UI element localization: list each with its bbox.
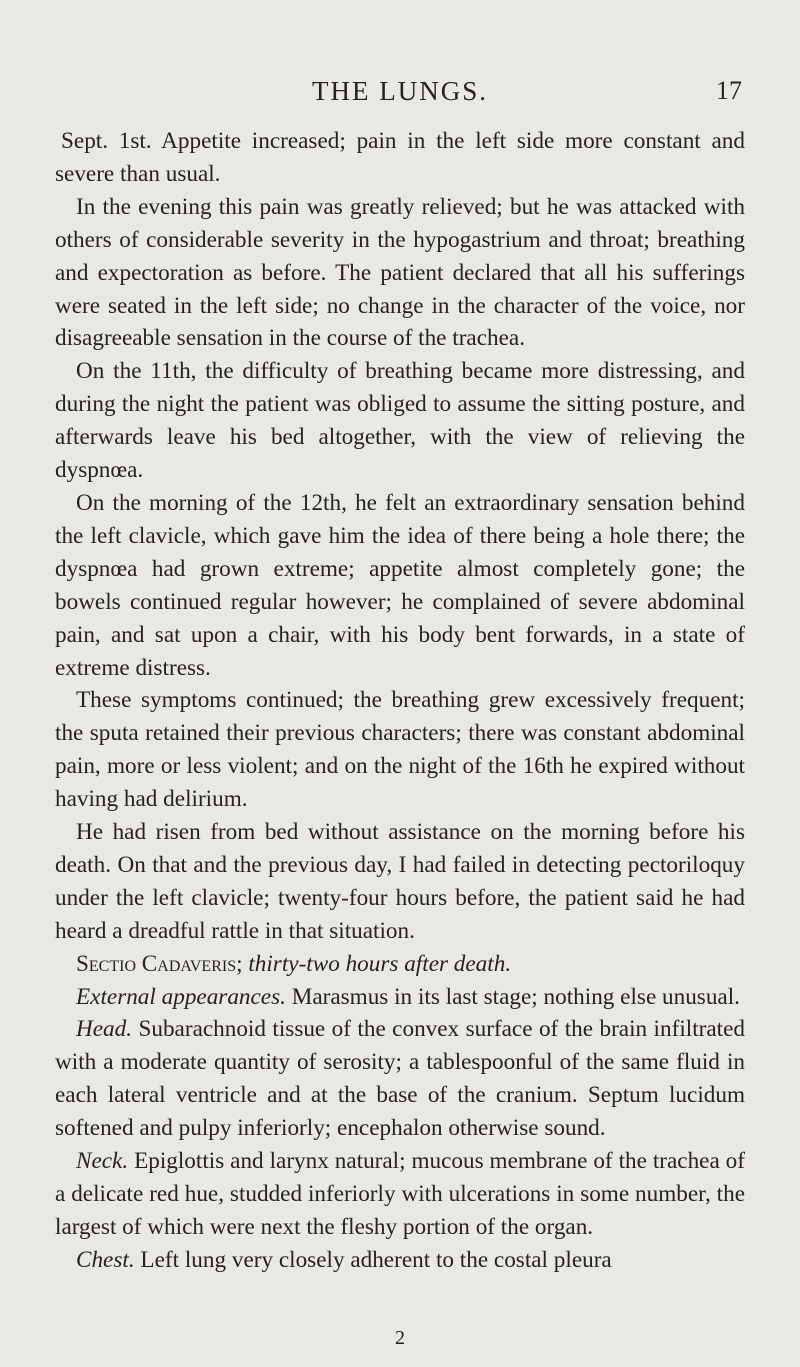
section-subheading: thirty-two hours after death. [242,950,512,977]
body-text [55,125,745,1277]
paragraph-body: Subarachnoid tissue of the convex surface of the brain infiltrated with a moderate quantity of serosity; a tablespoonful of the same fluid in each lateral ventricle and at the base of the cranium. Septum lucidum softened and pulpy inferiorly; encephalon otherwise sound. [55,1016,745,1142]
paragraph-lead: Neck. [76,1148,129,1175]
paragraph-chest [55,1244,745,1277]
signature-mark: 2 [395,1327,405,1349]
running-head-title: THE LUNGS. [312,76,488,106]
paragraph-lead: External appearances. [76,983,286,1010]
paragraph-11th: On the 11th, the difficulty of breathing became more distressing, and during the night the patient was obliged to assume the sitting posture, and afterwards leave his bed altogether, with the view of relieving the dyspnœa. [55,358,745,484]
paragraph-risen-from-bed: He had risen from bed without assistance on the morning before his death. On that and the previous day, I had failed in detecting pectoriloquy under the left clavicle; twenty-four hours before, the patient said he had heard a dreadful rattle in that situation. [55,819,745,944]
paragraph-sectio-cadaveris [55,948,745,981]
paragraph-body: Left lung very closely adherent to the costal pleura [134,1246,612,1273]
paragraph-neck [55,1145,745,1244]
paragraph-lead: Head. [76,1016,133,1043]
running-head [0,76,800,116]
section-heading: Sectio Cadaveris; [76,950,243,977]
page-number: 17 [716,76,742,105]
paragraph-external-appearances [55,981,745,1014]
paragraph-head [55,1013,745,1145]
paragraph-body: Marasmus in its last stage; nothing else unusual. [285,983,740,1010]
paragraph-body: Epiglottis and larynx natural; mucous membrane of the trachea of a delicate red hue, studded inferiorly with ulcerations in some number, the largest of which were next the fleshy portion of the organ. [55,1148,745,1240]
paragraph-12th: On the morning of the 12th, he felt an extraordinary sensation behind the left clavicle, which gave him the idea of there being a hole there; the dyspnœa had grown extreme; appetite almost completely gone; the bowels continued regular however; he complained of severe abdominal pain, and sat upon a chair, with his body bent forwards, in a state of extreme distress. [55,489,745,681]
paragraph-evening: In the evening this pain was greatly relieved; but he was attacked with others of considerable severity in the hypogastrium and throat; breathing and expectoration as before. The patient declared that all his sufferings were seated in the left side; no change in the character of the voice, nor disagreeable sensation in the course of the trachea. [55,193,745,352]
paragraph-symptoms-continued: These symptoms continued; the breathing grew excessively frequent; the sputa retained their previous characters; there was constant abdominal pain, more or less violent; and on the night of the 16th he expired without having had delirium. [55,687,745,813]
paragraph-sept-1st: Sept. 1st. Appetite increased; pain in the left side more constant and severe than usual. [55,128,745,187]
paragraph-lead: Chest. [76,1246,135,1273]
